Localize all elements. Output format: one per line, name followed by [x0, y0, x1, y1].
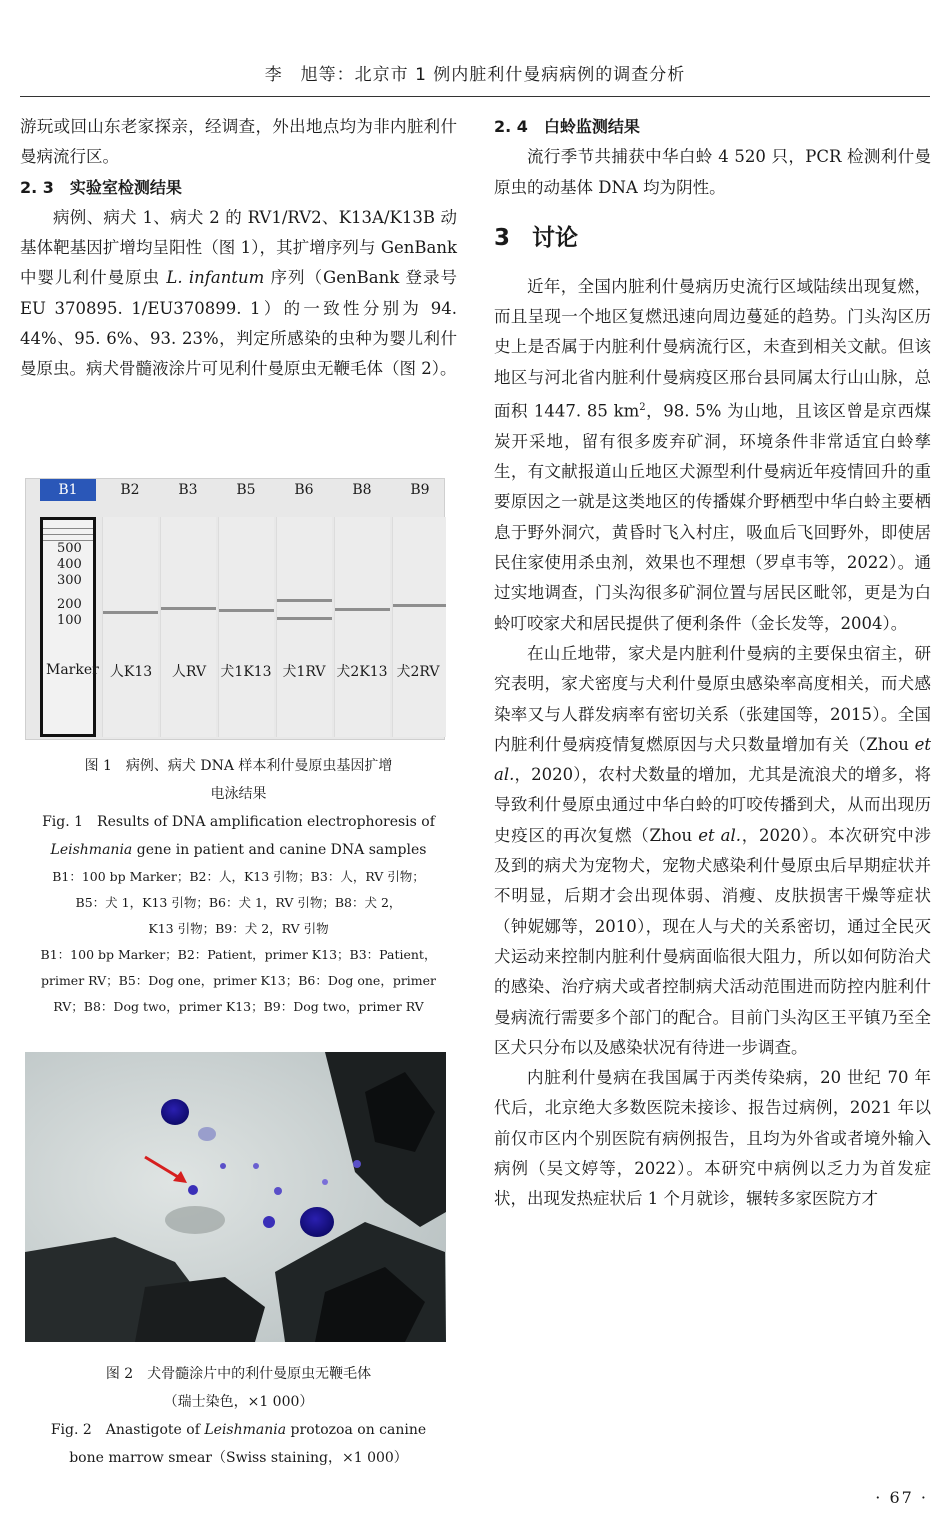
fig2-caption-en-1-b: protozoa on canine — [286, 1422, 427, 1438]
fig2-caption-zh-2: （瑞士染色，×1 000） — [163, 1394, 314, 1410]
figure-2-caption — [20, 1360, 457, 1472]
lane-label-b3: 人RV — [171, 664, 207, 680]
fig1-caption-zh-2: 电泳结果 — [210, 786, 267, 802]
lane-label-b2: 人K13 — [109, 664, 153, 680]
fig2-caption-en-1 — [20, 1416, 457, 1444]
dna-band — [335, 608, 390, 611]
lab-text-b: 序列（GenBank 登录号 EU 370895. 1/EU370899. 1）的一致性分别为 94. 44%、95. 6%、93. 23%，判定所感染的虫种为婴儿利什曼原虫。病犬骨髓液涂片可见利什曼原虫无鞭毛体（图 2）。 — [20, 268, 457, 379]
fig1-caption-en-2 — [20, 836, 457, 864]
lane-header-b1: B1 — [40, 479, 96, 501]
ladder-label-300: 300 — [57, 573, 82, 588]
lane-b2 — [102, 517, 158, 737]
intro-paragraph: 游玩或回山东老家探亲，经调查，外出地点均为非内脏利什曼病流行区。 — [20, 117, 457, 167]
discussion-paragraph-3: 内脏利什曼病在我国属于丙类传染病，20 世纪 70 年代后，北京绝大多数医院未接诊、报告过病例，2021 年以前仅市区内个别医院有病例报告，且均为外省或者境外输入病例（吴文婷等，2022）。本研究中病例以乏力为首发症状，出现发热症状后 1 个月就诊，辗转多家医院方才 — [494, 1068, 931, 1209]
dna-band — [219, 609, 274, 612]
ladder-label-500: 500 — [57, 541, 82, 556]
lane-b6 — [276, 517, 332, 737]
species-name: L. infantum — [166, 268, 265, 288]
lane-label-b9: 犬2RV — [396, 664, 440, 680]
discussion-paragraph-2 — [494, 639, 931, 1063]
disc2-text-a: 在山丘地带，家犬是内脏利什曼病的主要保虫宿主，研究表明，家犬密度与犬利什曼原虫感染率高度相关，而犬感染率又与人群发病率有密切关系（张建国等，2015）。全国内脏利什曼病疫情复燃原因与犬只数量增加有关（Zhou — [494, 643, 931, 754]
fig2-caption-en-1-a: Fig. 2 Anastigote of — [50, 1422, 205, 1438]
lane-header-b3: B3 — [178, 482, 198, 498]
section-2-4-title: 白蛉监测结果 — [543, 117, 640, 136]
fig1-genus: Leishmania — [50, 842, 133, 858]
lane-b8 — [334, 517, 390, 737]
dna-band — [103, 611, 158, 614]
fig1-caption-zh-1: 图 1 病例、病犬 DNA 样本利什曼原虫基因扩增 — [84, 758, 393, 774]
disc1-text-b: ，98. 5% 为山地，且该区曾是京西煤炭开采地，留有很多废弃矿洞，环境条件非常适宜白蛉孳生，有文献报道山丘地区犬源型利什曼病近年疫情回升的重要原因之一就是这类地区的传播媒介野栖型中华白蛉主要栖息于野外洞穴，黄昏时飞入村庄，吸血后飞回野外，即使居民住家使用杀虫剂，效果也不理想（罗卓韦等，2022）。通过实地调查，门头沟很多矿洞位置与居民区毗邻，更是为白蛉叮咬家犬和居民提供了便利条件（金长发等，2004）。 — [494, 401, 931, 633]
lane-header-b8: B8 — [352, 482, 372, 498]
dna-band — [277, 599, 332, 602]
lab-text-a: 病例、病犬 1、病犬 2 的 RV1/RV2、K13A/K13B 动基体靶基因扩增均呈阳性（图 1），其扩增序列与 GenBank 中婴儿利什曼原虫 — [20, 207, 457, 288]
micrograph-image — [25, 1052, 446, 1342]
dna-band — [393, 604, 446, 607]
fig1-caption-en-2-rest: gene in patient and canine DNA samples — [132, 842, 427, 858]
section-2-4-heading — [494, 112, 931, 142]
lane-header-b9: B9 — [410, 482, 430, 498]
fig2-caption-zh-1: 图 2 犬骨髓涂片中的利什曼原虫无鞭毛体 — [105, 1366, 372, 1382]
figure-1-caption — [20, 752, 457, 1020]
et-al-2: et al. — [698, 825, 741, 845]
page-number: · 67 · — [875, 1488, 928, 1507]
section-2-3-heading — [20, 173, 457, 203]
fig1-legend-zh-3: K13 引物；B9：犬 2，RV 引物 — [148, 921, 329, 936]
running-header: 李 旭等：北京市 1 例内脏利什曼病病例的调查分析 — [264, 65, 686, 85]
dna-band — [277, 617, 332, 620]
marker-lane — [40, 517, 99, 737]
ladder-label-400: 400 — [57, 557, 82, 572]
section-3-heading — [494, 219, 931, 252]
disc1-text-a: 近年，全国内脏利什曼病历史流行区域陆续出现复燃，而且呈现一个地区复燃迅速向周边蔓延的趋势。门头沟区历史上是否属于内脏利什曼病流行区，未查到相关文献。但该地区与河北省内脏利什曼病疫区邢台县同属太行山山脉，总面积 1447. 85 km — [494, 276, 931, 421]
sandfly-paragraph: 流行季节共捕获中华白蛉 4 520 只，PCR 检测利什曼原虫的动基体 DNA 均为阴性。 — [494, 147, 931, 197]
lane-label-b5: 犬1K13 — [220, 664, 272, 680]
fig1-caption-en-1: Fig. 1 Results of DNA amplification electrophoresis of — [42, 814, 435, 830]
fig1-legend-zh-2: B5：犬 1，K13 引物；B6：犬 1，RV 引物；B8：犬 2， — [75, 895, 402, 910]
gel-electrophoresis-figure — [25, 478, 445, 740]
fig1-legend-en-3: RV；B8：Dog two，primer K13；B9：Dog two，primer RV — [53, 999, 424, 1014]
ladder-band — [43, 528, 93, 529]
left-column — [20, 112, 457, 385]
lane-b9 — [392, 517, 446, 737]
superscript-2: 2 — [639, 402, 646, 414]
discussion-paragraph-1 — [494, 272, 931, 639]
fig1-legend-zh-1: B1：100 bp Marker；B2：人，K13 引物；B3：人，RV 引物； — [52, 869, 425, 884]
ladder-band — [43, 534, 93, 535]
lane-label-b6: 犬1RV — [282, 664, 326, 680]
section-2-3-title: 实验室检测结果 — [69, 177, 182, 197]
lane-header-b5: B5 — [236, 482, 256, 498]
marker-label: Marker — [46, 662, 99, 678]
section-3-number: 3 — [494, 224, 511, 251]
lane-header-b2: B2 — [120, 482, 140, 498]
lab-results-paragraph — [20, 203, 457, 385]
lane-b3 — [160, 517, 216, 737]
lane-b5 — [218, 517, 274, 737]
et-al-1: et al. — [494, 734, 931, 785]
right-column — [494, 112, 931, 1215]
disc2-text-b: ，2020），农村犬数量的增加，尤其是流浪犬的增多，将导致利什曼原虫通过中华白蛉的叮咬传播到犬，从而出现历史疫区的再次复燃（Zhou — [494, 765, 931, 845]
disc2-text-c: ，2020）。本次研究中涉及到的病犬为宠物犬，宠物犬感染利什曼原虫后早期症状并不明显，后期才会出现体弱、消瘦、皮肤损害干燥等症状（钟妮娜等，2010），现在人与犬的关系密切，通过全民灭犬运动来控制内脏利什曼病面临很大阻力，所以如何防治犬的感染、治疗病犬或者控制病犬活动范围进而防控内脏利什曼病流行需要多个部门的配合。目前门头沟区王平镇乃至全区犬只分布以及感染状况有待进一步调查。 — [494, 825, 931, 1057]
dna-band — [161, 607, 216, 610]
section-3-title: 讨论 — [532, 224, 579, 251]
fig2-genus: Leishmania — [204, 1422, 287, 1438]
header-rule — [20, 96, 930, 97]
ladder-label-100: 100 — [57, 613, 82, 628]
bone-marrow-micrograph — [25, 1052, 446, 1342]
fig2-caption-en-2: bone marrow smear（Swiss staining，×1 000） — [69, 1450, 408, 1466]
lane-header-b6: B6 — [294, 482, 314, 498]
ladder-label-200: 200 — [57, 597, 82, 612]
section-2-3-number: 2. 3 — [20, 177, 54, 197]
lane-label-b8: 犬2K13 — [336, 664, 388, 680]
fig1-legend-en-1: B1：100 bp Marker；B2：Patient，primer K13；B3：Patient， — [40, 947, 437, 962]
section-2-4-number: 2. 4 — [494, 117, 528, 136]
fig1-legend-en-2: primer RV；B5：Dog one，primer K13；B6：Dog one，primer — [40, 973, 437, 988]
